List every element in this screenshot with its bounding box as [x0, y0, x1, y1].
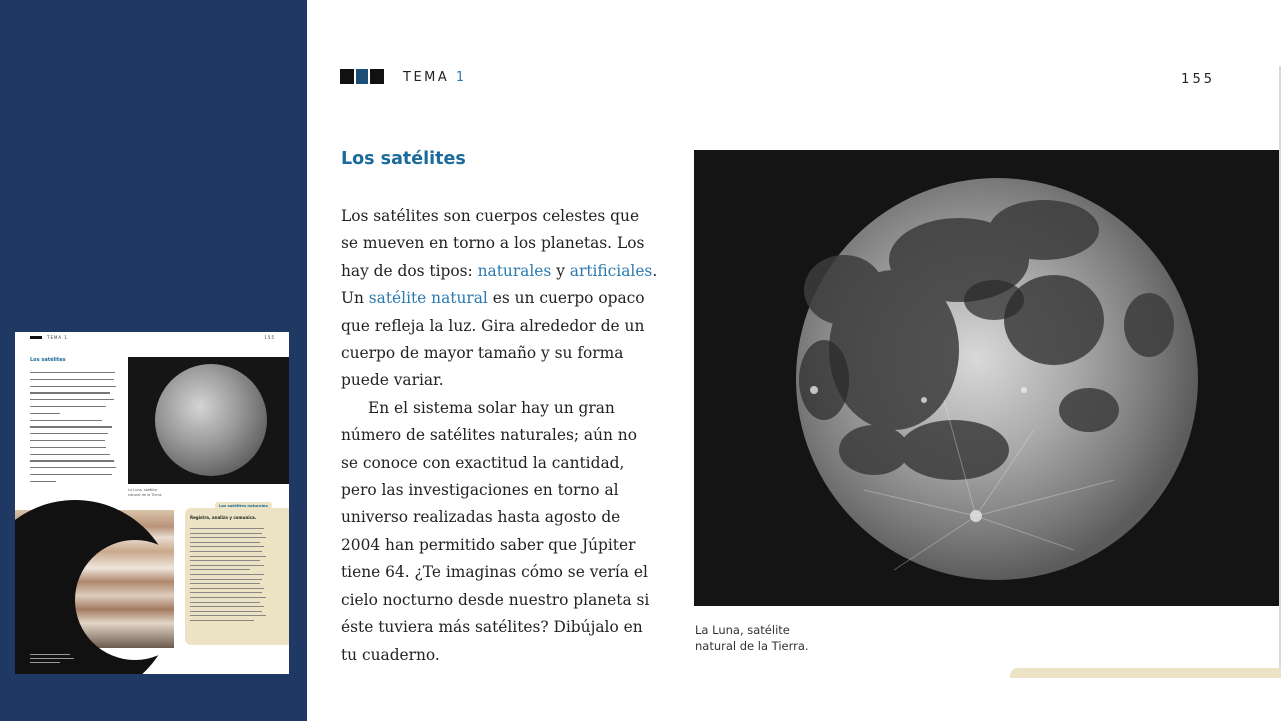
- tema-label: TEMA 1: [403, 70, 465, 85]
- text-line: En el sistema solar hay un gran: [368, 398, 615, 417]
- text-line: universo realizadas hasta agosto de: [341, 508, 621, 527]
- term-artificiales: artificiales: [569, 261, 653, 280]
- thumbnail-header-blocks: [30, 336, 42, 339]
- thumbnail-activity-lines: [190, 528, 268, 624]
- thumbnail-title: Los satélites: [30, 357, 66, 363]
- body-text: [341, 203, 671, 669]
- activity-box-edge: [1010, 668, 1281, 678]
- text-line: puede variar.: [341, 371, 444, 390]
- thumbnail-sidebar: [0, 0, 307, 721]
- thumbnail-moon-caption: La Luna, satélite natural de la Tierra.: [128, 488, 163, 497]
- thumbnail-moon-image: [128, 357, 289, 484]
- text-line: Los satélites son cuerpos celestes que: [341, 207, 640, 225]
- term-satelite-natural: satélite natural: [368, 289, 488, 308]
- thumbnail-jupiter-image: [15, 510, 174, 648]
- tema-number: 1: [455, 70, 465, 85]
- text-line: 2004 han permitido saber que Júpiter: [341, 535, 636, 554]
- text-line: cuerpo de mayor tamaño y su forma: [341, 344, 624, 363]
- text-line: pero las investigaciones en torno al: [341, 481, 619, 500]
- moon-image: [694, 150, 1281, 606]
- thumbnail-activity-heading: Registra, analiza y comunica.: [190, 515, 257, 520]
- thumbnail-text-lines: [30, 372, 118, 488]
- text-line: se mueven en torno a los planetas. Los: [341, 234, 645, 253]
- text-line: tu cuaderno.: [341, 645, 440, 664]
- header-color-blocks: [340, 69, 384, 84]
- text-line: cielo nocturno desde nuestro planeta si: [341, 590, 650, 609]
- text-line: número de satélites naturales; aún no: [341, 426, 637, 445]
- text-line: éste tuviera más satélites? Dibújalo en: [341, 618, 643, 637]
- text-line: Un satélite natural es un cuerpo opaco: [341, 289, 645, 308]
- text-line: que refleja la luz. Gira alrededor de un: [341, 316, 645, 335]
- thumbnail-jupiter-caption: [30, 652, 90, 663]
- page-thumbnail[interactable]: [15, 332, 289, 674]
- thumbnail-activity-box: [185, 503, 289, 645]
- text-line: tiene 64. ¿Te imaginas cómo se vería el: [341, 563, 648, 582]
- term-naturales: naturales: [477, 261, 552, 280]
- moon-caption: La Luna, satélite natural de la Tierra.: [695, 623, 809, 653]
- thumbnail-activity-tab: Los satélites naturales: [215, 502, 272, 509]
- page-number: 155: [1181, 72, 1215, 87]
- section-title: Los satélites: [341, 149, 466, 169]
- thumbnail-page-number: 155: [264, 335, 275, 340]
- thumbnail-tema: TEMA 1: [47, 335, 68, 340]
- thumbnail-header: [30, 336, 275, 342]
- text-line: se conoce con exactitud la cantidad,: [341, 453, 625, 472]
- page-header: [340, 69, 1215, 89]
- text-line: hay de dos tipos: naturales y artificiales.: [341, 261, 658, 280]
